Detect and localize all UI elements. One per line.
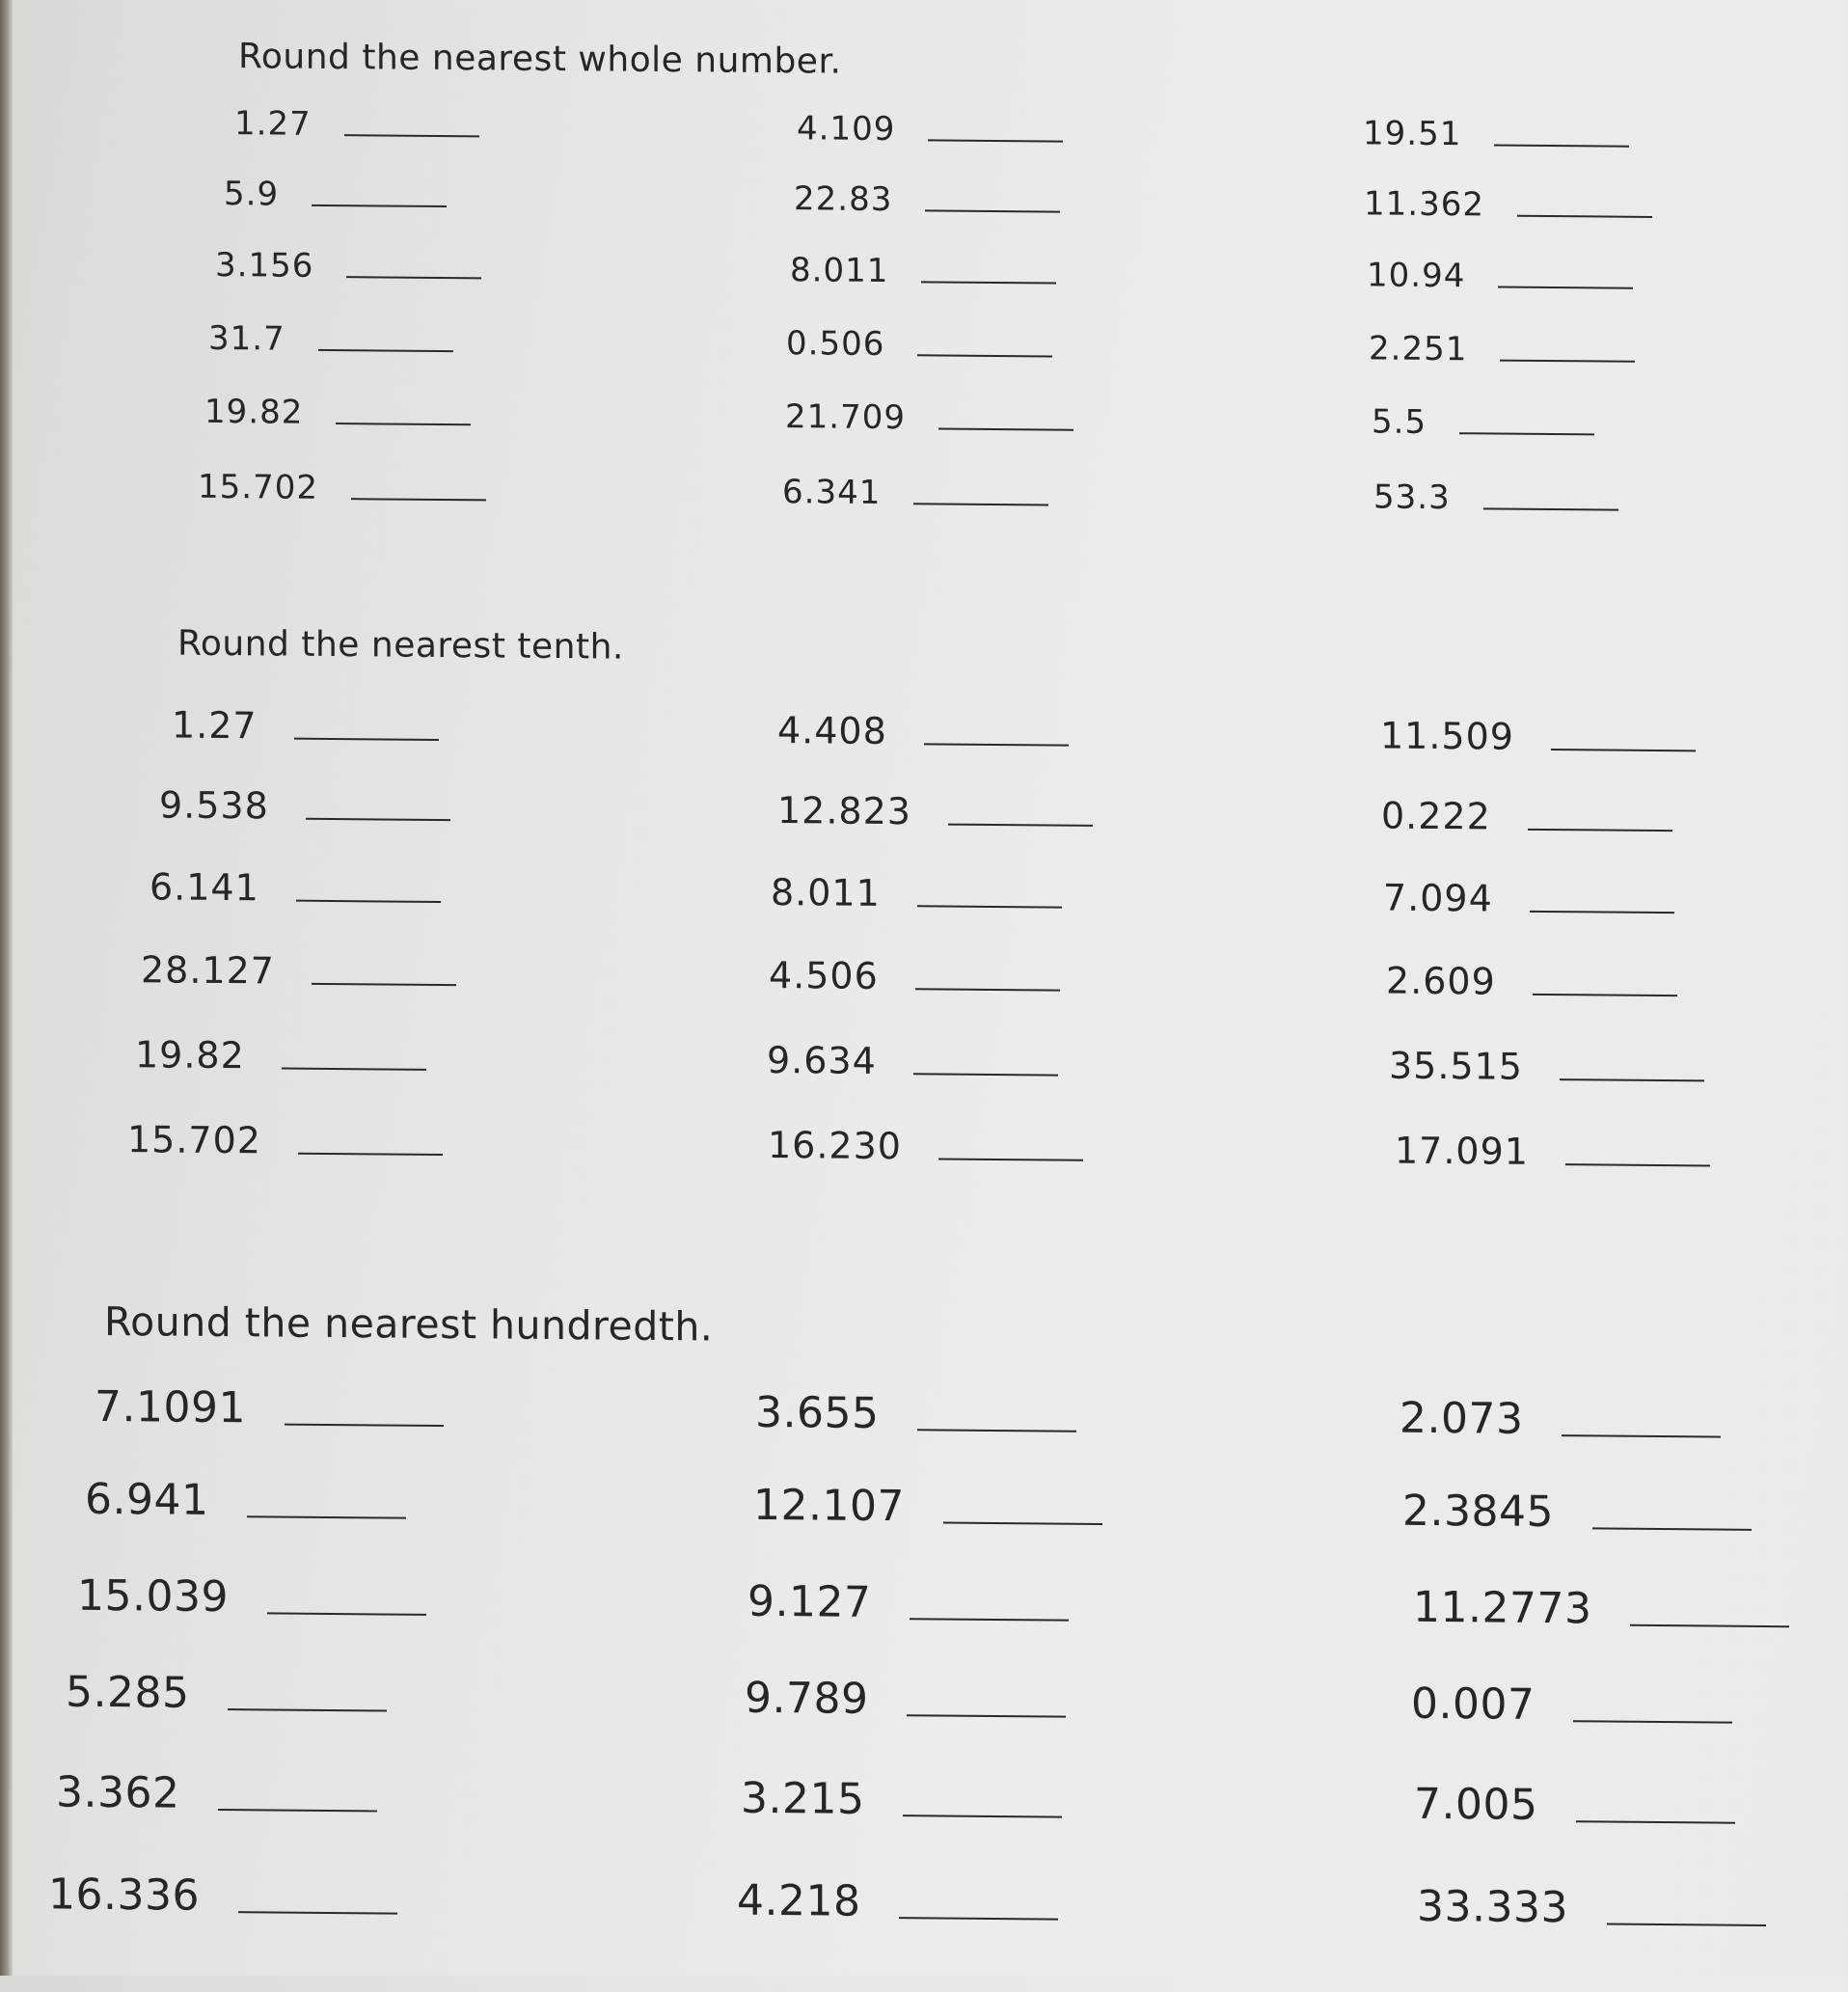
problem-number: 12.107 bbox=[753, 1480, 905, 1532]
answer-blank[interactable] bbox=[336, 422, 471, 425]
problem bbox=[1417, 1882, 1766, 1934]
problem bbox=[56, 1768, 377, 1820]
problem-number: 53.3 bbox=[1373, 478, 1451, 518]
problem-number: 5.285 bbox=[66, 1667, 190, 1718]
problem-number: 0.506 bbox=[786, 324, 885, 365]
problem bbox=[1367, 256, 1633, 296]
problem bbox=[172, 704, 439, 749]
answer-blank[interactable] bbox=[1562, 1433, 1721, 1437]
problem-number: 33.333 bbox=[1417, 1881, 1568, 1933]
problem-number: 1.27 bbox=[172, 703, 258, 748]
answer-blank[interactable] bbox=[298, 1152, 443, 1156]
answer-blank[interactable] bbox=[282, 1067, 426, 1071]
answer-blank[interactable] bbox=[915, 987, 1060, 991]
answer-blank[interactable] bbox=[938, 426, 1073, 430]
problem bbox=[66, 1668, 387, 1720]
answer-blank[interactable] bbox=[294, 737, 439, 741]
problem-number: 2.609 bbox=[1386, 959, 1496, 1003]
problem bbox=[159, 783, 450, 829]
problem bbox=[794, 179, 1060, 220]
problem bbox=[1381, 794, 1672, 839]
problem bbox=[1402, 1487, 1752, 1539]
answer-blank[interactable] bbox=[913, 502, 1048, 505]
answer-blank[interactable] bbox=[267, 1611, 426, 1615]
problem-number: 21.709 bbox=[785, 397, 906, 438]
answer-blank[interactable] bbox=[925, 208, 1060, 212]
problem bbox=[777, 709, 1069, 754]
problem-number: 5.5 bbox=[1372, 402, 1427, 442]
problem-number: 19.82 bbox=[135, 1033, 245, 1078]
problem-number: 7.005 bbox=[1414, 1779, 1538, 1830]
problem-number: 11.509 bbox=[1380, 714, 1514, 758]
answer-blank[interactable] bbox=[1494, 144, 1629, 148]
problem bbox=[1369, 329, 1635, 369]
answer-blank[interactable] bbox=[296, 899, 441, 903]
answer-blank[interactable] bbox=[917, 904, 1062, 908]
problem bbox=[767, 1039, 1058, 1084]
problem bbox=[753, 1481, 1102, 1533]
problem bbox=[768, 1124, 1083, 1169]
problem bbox=[1373, 478, 1618, 518]
section-title-tenth: Round the nearest tenth. bbox=[177, 623, 624, 668]
answer-blank[interactable] bbox=[1573, 1719, 1732, 1723]
answer-blank[interactable] bbox=[1528, 828, 1672, 832]
problem bbox=[755, 1388, 1076, 1440]
problem-number: 15.702 bbox=[198, 467, 318, 507]
problem-number: 6.341 bbox=[782, 473, 882, 512]
problem bbox=[1364, 184, 1652, 226]
problem bbox=[95, 1382, 444, 1434]
problem-number: 4.109 bbox=[797, 109, 896, 150]
answer-blank[interactable] bbox=[921, 280, 1056, 284]
problem-number: 11.2773 bbox=[1413, 1582, 1592, 1634]
problem bbox=[1383, 877, 1674, 922]
problem-number: 4.218 bbox=[737, 1875, 861, 1926]
problem-number: 9.634 bbox=[767, 1038, 877, 1082]
problem-number: 7.1091 bbox=[95, 1381, 246, 1433]
problem bbox=[204, 393, 471, 433]
answer-blank[interactable] bbox=[917, 353, 1052, 357]
answer-blank[interactable] bbox=[1500, 359, 1635, 363]
answer-blank[interactable] bbox=[218, 1808, 377, 1812]
problem-number: 12.823 bbox=[777, 789, 911, 833]
problem-number: 3.156 bbox=[215, 245, 314, 286]
answer-blank[interactable] bbox=[1498, 286, 1633, 289]
answer-blank[interactable] bbox=[1630, 1624, 1789, 1627]
problem-number: 11.362 bbox=[1364, 184, 1484, 225]
problem-number: 10.94 bbox=[1367, 256, 1466, 296]
answer-blank[interactable] bbox=[948, 823, 1093, 827]
problem bbox=[208, 319, 453, 360]
problem bbox=[745, 1674, 1066, 1726]
problem bbox=[771, 871, 1062, 916]
problem-number: 6.141 bbox=[149, 865, 259, 910]
answer-blank[interactable] bbox=[924, 742, 1069, 746]
problem bbox=[149, 865, 441, 911]
problem bbox=[741, 1774, 1062, 1826]
problem-number: 2.073 bbox=[1400, 1393, 1524, 1444]
problem-number: 4.408 bbox=[777, 709, 887, 753]
answer-blank[interactable] bbox=[346, 275, 481, 279]
problem-number: 19.51 bbox=[1363, 114, 1462, 154]
problem-number: 1.27 bbox=[234, 104, 312, 144]
answer-blank[interactable] bbox=[910, 1617, 1069, 1621]
problem-number: 15.702 bbox=[127, 1118, 261, 1162]
answer-blank[interactable] bbox=[917, 1428, 1076, 1432]
problem bbox=[1386, 960, 1677, 1005]
problem bbox=[198, 468, 486, 509]
problem bbox=[1395, 1130, 1710, 1175]
answer-blank[interactable] bbox=[903, 1814, 1062, 1817]
problem bbox=[1363, 114, 1629, 154]
problem bbox=[1380, 714, 1696, 759]
answer-blank[interactable] bbox=[1560, 1078, 1704, 1081]
problem-number: 2.3845 bbox=[1402, 1486, 1554, 1538]
answer-blank[interactable] bbox=[907, 1713, 1066, 1717]
problem bbox=[127, 1118, 443, 1163]
problem bbox=[786, 324, 1052, 365]
problem-number: 9.538 bbox=[159, 783, 269, 828]
problem-number: 4.506 bbox=[769, 953, 879, 997]
answer-blank[interactable] bbox=[247, 1514, 406, 1518]
problem-number: 22.83 bbox=[794, 179, 893, 220]
problem-number: 3.655 bbox=[755, 1387, 880, 1438]
answer-blank[interactable] bbox=[1530, 910, 1674, 914]
problem bbox=[85, 1475, 406, 1527]
problem bbox=[141, 948, 456, 994]
problem-number: 5.9 bbox=[224, 175, 280, 214]
answer-blank[interactable] bbox=[1533, 993, 1677, 996]
section-title-whole-number: Round the nearest whole number. bbox=[238, 37, 842, 82]
answer-blank[interactable] bbox=[1607, 1923, 1766, 1926]
problem bbox=[769, 954, 1060, 999]
answer-blank[interactable] bbox=[306, 817, 450, 821]
problem-number: 15.039 bbox=[77, 1570, 229, 1623]
problem-number: 35.515 bbox=[1389, 1044, 1523, 1088]
problem bbox=[785, 397, 1073, 439]
problem-number: 16.336 bbox=[48, 1869, 200, 1921]
problem bbox=[77, 1571, 426, 1624]
problem bbox=[777, 789, 1093, 834]
problem bbox=[224, 175, 447, 215]
answer-blank[interactable] bbox=[1483, 506, 1618, 510]
problem-number: 16.230 bbox=[768, 1123, 902, 1168]
answer-blank[interactable] bbox=[238, 1910, 397, 1914]
problem bbox=[1411, 1679, 1732, 1732]
problem bbox=[1372, 402, 1594, 443]
answer-blank[interactable] bbox=[318, 348, 453, 352]
problem bbox=[782, 473, 1048, 513]
problem bbox=[215, 246, 481, 287]
problem-number: 0.222 bbox=[1381, 794, 1491, 838]
problem bbox=[1413, 1583, 1789, 1635]
section-title-hundredth: Round the nearest hundredth. bbox=[104, 1297, 714, 1351]
answer-blank[interactable] bbox=[1565, 1162, 1710, 1166]
answer-blank[interactable] bbox=[928, 138, 1063, 142]
answer-blank[interactable] bbox=[938, 1157, 1083, 1160]
answer-blank[interactable] bbox=[1551, 748, 1696, 751]
problem bbox=[1414, 1780, 1735, 1832]
answer-blank[interactable] bbox=[943, 1521, 1102, 1525]
problem bbox=[1389, 1045, 1704, 1090]
answer-blank[interactable] bbox=[913, 1072, 1058, 1076]
problem bbox=[790, 251, 1056, 291]
problem bbox=[797, 109, 1063, 150]
answer-blank[interactable] bbox=[351, 497, 486, 501]
problem-number: 8.011 bbox=[790, 251, 889, 291]
answer-blank[interactable] bbox=[228, 1707, 387, 1711]
answer-blank[interactable] bbox=[312, 204, 447, 207]
answer-blank[interactable] bbox=[1459, 431, 1594, 435]
section-whole-number bbox=[0, 0, 1848, 518]
problem-number: 7.094 bbox=[1383, 876, 1493, 920]
answer-blank[interactable] bbox=[312, 982, 456, 986]
problem-number: 6.941 bbox=[85, 1474, 209, 1525]
problem-number: 2.251 bbox=[1369, 329, 1468, 369]
answer-blank[interactable] bbox=[899, 1916, 1058, 1920]
problem-number: 3.215 bbox=[741, 1773, 865, 1824]
problem-number: 17.091 bbox=[1395, 1129, 1529, 1173]
problem-number: 9.127 bbox=[747, 1576, 872, 1627]
problem-number: 3.362 bbox=[56, 1767, 180, 1818]
answer-blank[interactable] bbox=[344, 133, 479, 137]
problem bbox=[135, 1033, 426, 1078]
problem-number: 19.82 bbox=[204, 392, 304, 432]
problem bbox=[48, 1869, 397, 1922]
problem-number: 9.789 bbox=[745, 1673, 869, 1724]
answer-blank[interactable] bbox=[1576, 1819, 1735, 1823]
problem-number: 8.011 bbox=[771, 870, 881, 914]
answer-blank[interactable] bbox=[285, 1423, 444, 1427]
problem-number: 0.007 bbox=[1411, 1678, 1535, 1730]
answer-blank[interactable] bbox=[1517, 214, 1652, 218]
problem bbox=[234, 104, 479, 145]
problem bbox=[1400, 1394, 1721, 1446]
problem-number: 31.7 bbox=[208, 318, 285, 359]
answer-blank[interactable] bbox=[1592, 1526, 1752, 1530]
problem bbox=[737, 1876, 1058, 1928]
problem bbox=[747, 1577, 1069, 1629]
problem-number: 28.127 bbox=[141, 948, 275, 993]
